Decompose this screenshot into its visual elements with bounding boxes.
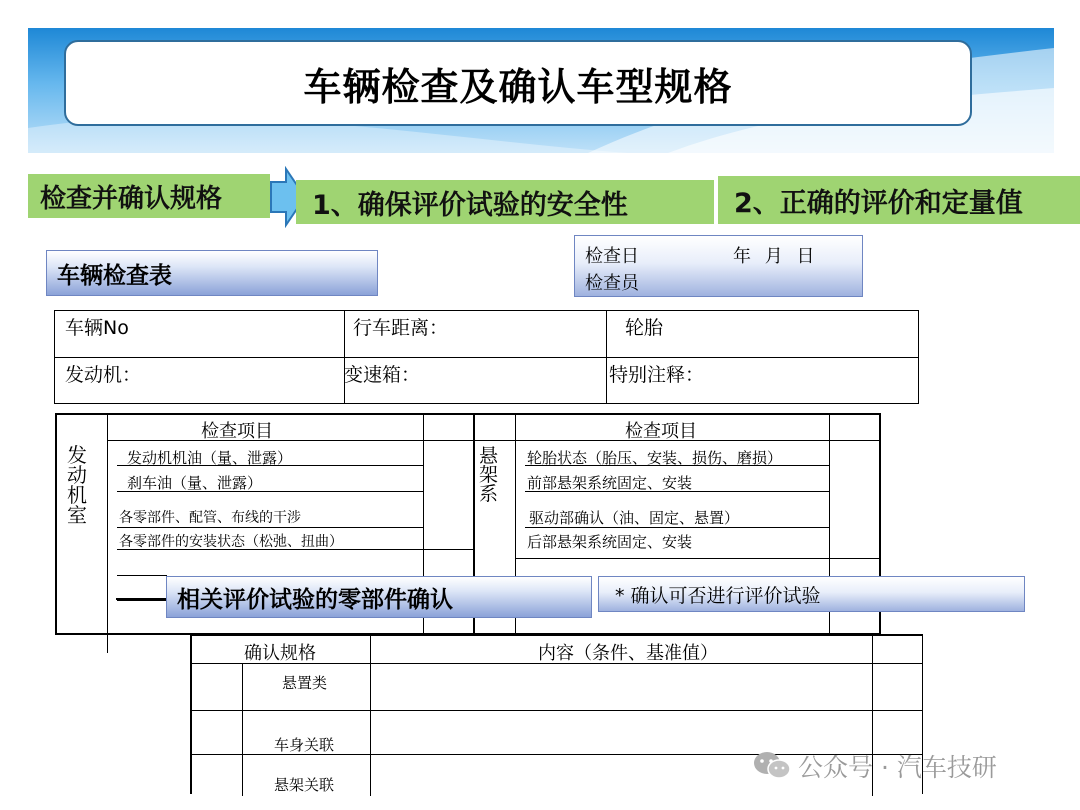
flow-item-1: 1、确保评价试验的安全性 (296, 180, 714, 224)
engine-room-char: 发 (67, 443, 87, 467)
wechat-icon (752, 750, 792, 782)
sheet-label: 车辆检查表 (46, 250, 378, 296)
tire-label: 轮胎 (625, 317, 664, 339)
check-item: 后部悬架系统固定、安装 (527, 533, 693, 551)
parts-confirm-callout: 相关评价试验的零部件确认 (166, 576, 592, 618)
check-item: 前部悬架系统固定、安装 (527, 474, 693, 492)
flow-item-2: 2、正确的评价和定量值 (718, 176, 1080, 224)
check-item: 各零部件、配管、布线的干涉 (119, 510, 301, 526)
check-item: 刹车油（量、泄露） (127, 474, 263, 492)
spec-col-header: 内容（条件、基准值） (538, 643, 718, 664)
check-item: 轮胎状态（胎压、安装、损伤、磨损） (527, 449, 783, 467)
page-title: 车辆检查及确认车型规格 (64, 40, 972, 126)
date-label: 检查日 (585, 246, 639, 267)
check-item: 各零部件的安装状态（松弛、扭曲） (119, 534, 343, 550)
check-item: 发动机机油（量、泄露） (127, 449, 293, 467)
vehicle-info-table (54, 310, 919, 404)
suspension-char: 架 (479, 464, 499, 486)
suspension-char: 系 (479, 483, 499, 505)
engine-label: 发动机： (65, 364, 142, 386)
watermark-text: 公众号 · 汽车技研 (798, 753, 997, 782)
date-units: 年 月 日 (733, 246, 815, 267)
step-label: 检查并确认规格 (28, 174, 270, 218)
suspension-group-label (479, 447, 498, 504)
checklist-header-left: 检查项目 (201, 421, 273, 442)
vehicle-no-label: 车辆No (65, 317, 129, 339)
spec-row-label: 悬置类 (282, 674, 328, 692)
engine-room-char: 机 (67, 483, 87, 507)
spec-row-label: 车身关联 (274, 736, 335, 754)
eval-note-callout: * 确认可否进行评价试验 (598, 576, 1025, 612)
engine-room-char: 室 (67, 503, 87, 527)
suspension-char: 悬 (479, 445, 499, 467)
mileage-label: 行车距离： (353, 317, 449, 339)
engine-room-char: 动 (67, 463, 87, 487)
spec-col-header: 确认规格 (244, 643, 316, 664)
spec-row-label: 悬架关联 (274, 776, 335, 794)
check-item: 驱动部确认（油、固定、悬置） (529, 509, 740, 527)
checklist-header-right: 检查项目 (625, 421, 697, 442)
transmission-label: 变速箱： (344, 364, 421, 386)
callout-leader-line (116, 598, 168, 600)
notes-label: 特别注释： (609, 364, 705, 386)
inspection-info-box (574, 235, 863, 297)
watermark (752, 748, 997, 784)
engine-room-group-label (67, 445, 87, 525)
inspector-label: 检查员 (585, 273, 639, 294)
